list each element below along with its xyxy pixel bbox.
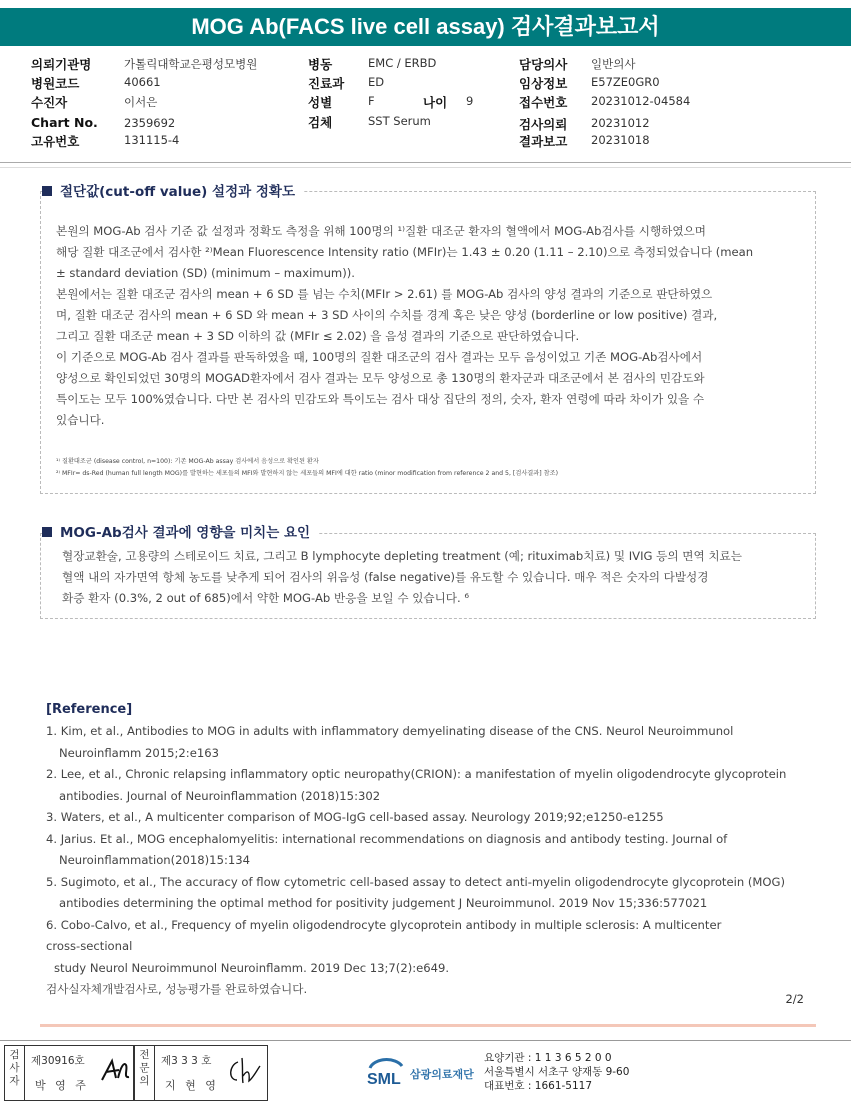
info-value: 40661 — [124, 75, 161, 89]
divider — [0, 167, 851, 168]
reference-text: antibodies determining the optimal method for positivity judgement J Neuroimmunol. 2019 Nov 15;336:577021 — [59, 896, 708, 910]
address-line: 서울특별시 서초구 양재동 9-60 — [484, 1066, 630, 1078]
info-value: 9 — [466, 94, 474, 108]
info-label: 성별 — [308, 95, 333, 110]
info-label: 고유번호 — [31, 134, 80, 149]
report-title: MOG Ab(FACS live cell assay) 검사결과보고서 — [0, 8, 851, 46]
reference-text: antibodies. Journal of Neuroinflammation (2018)15:302 — [59, 788, 381, 803]
signer-name: 박 영 주 — [35, 1079, 89, 1092]
license-number: 제3 3 3 호 — [161, 1055, 212, 1067]
info-label: 임상정보 — [519, 76, 568, 91]
reference-list — [46, 721, 806, 1001]
license-number: 제30916호 — [31, 1055, 85, 1067]
reference-item — [46, 807, 806, 829]
info-value: SST Serum — [368, 114, 431, 128]
reference-title: [Reference] — [46, 702, 133, 717]
footnote: ¹⁾ 질환대조군 (disease control, n=100): 기존 MOG-Ab assay 검사에서 음성으로 확인된 환자 — [56, 458, 319, 465]
text-line: 특이도는 모두 100%였습니다. 다만 본 검사의 민감도와 특이도는 검사 대상 집단의 정의, 숫자, 환자 연령에 따라 차이가 있을 수 — [56, 392, 705, 406]
svg-text:SML: SML — [367, 1071, 401, 1088]
divider — [40, 1024, 816, 1027]
address-line: 대표번호 : 1661-5117 — [484, 1080, 593, 1092]
sml-logo-icon — [366, 1053, 406, 1089]
info-label: 결과보고 — [519, 134, 568, 149]
footer — [0, 1040, 851, 1109]
info-value: 일반의사 — [591, 57, 636, 71]
reference-text: 6. Cobo-Calvo, et al., Frequency of myelin oligodendrocyte glycoprotein antibody in multiple sclerosis: A multicenter — [46, 917, 722, 932]
reference-text: 2. Lee, et al., Chronic relapsing inflammatory optic neuropathy(CRION): a manifestation of myelin oligodendrocyte glycoprotein — [46, 767, 787, 781]
reference-text: cross-sectional — [46, 939, 133, 953]
section-title — [42, 180, 303, 200]
reference-item — [46, 872, 806, 915]
section-title — [42, 521, 318, 541]
info-label: 검체 — [308, 115, 333, 130]
info-value: F — [368, 94, 375, 108]
reference-text: study Neurol Neuroimmunol Neuroinflamm. 2019 Dec 13;7(2):e649. — [54, 960, 450, 975]
info-label: 수진자 — [31, 95, 68, 110]
page-number: 2/2 — [785, 992, 804, 1006]
cutoff-paragraph — [56, 221, 804, 431]
reference-item — [46, 915, 806, 980]
info-label: 병동 — [308, 57, 333, 72]
info-label: 병원코드 — [31, 76, 80, 91]
reference-item — [46, 764, 806, 807]
info-value: 131115-4 — [124, 133, 180, 147]
divider — [0, 162, 851, 163]
text-line: 해당 질환 대조군에서 검사한 ²⁾Mean Fluorescence Intensity ratio (MFIr)는 1.43 ± 0.20 (1.11 – 2.10)으로 측정되었습니다 (mean — [56, 245, 754, 259]
text-line: 본원의 MOG-Ab 검사 기준 값 설정과 정확도 측정을 위해 100명의 ¹⁾질환 대조군 환자의 혈액에서 MOG-Ab검사를 시행하였으며 — [56, 224, 706, 238]
signature-mark-icon — [225, 1056, 263, 1086]
signature-mark-icon — [99, 1056, 131, 1086]
reference-text: Neuroinflamm 2015;2:e163 — [59, 745, 219, 760]
text-line: 화증 환자 (0.3%, 2 out of 685)에서 약한 MOG-Ab 반응을 보일 수 있습니다. ⁶ — [62, 591, 470, 605]
bullet-square-icon — [42, 527, 52, 537]
info-label: 진료과 — [308, 76, 345, 91]
text-line: 혈액 내의 자가면역 항체 농도를 낮추게 되어 검사의 위음성 (false negative)를 유도할 수 있습니다. 매우 적은 숫자의 다발성경 — [62, 570, 709, 584]
technician-signature-box — [4, 1045, 134, 1101]
section-title-text: MOG-Ab검사 결과에 영향을 미치는 요인 — [60, 525, 311, 541]
reference-text: Neuroinflammation(2018)15:134 — [59, 853, 250, 867]
reference-text: 3. Waters, et al., A multicenter comparison of MOG-IgG cell-based assay. Neurology 2019;92;e1250-e1255 — [46, 810, 664, 824]
address-line: 요양기관 : 1 1 3 6 5 2 0 0 — [484, 1052, 612, 1064]
info-label: Chart No. — [31, 115, 98, 130]
info-value: 2359692 — [124, 116, 176, 130]
company-name: 삼광의료재단 — [410, 1068, 474, 1081]
reference-item — [46, 829, 806, 872]
factors-paragraph — [62, 546, 802, 609]
reference-text: 4. Jarius. Et al., MOG encephalomyelitis: international recommendations on diagnosis and antibody testing. Journal of — [46, 831, 728, 846]
info-value: 가톨릭대학교은평성모병원 — [124, 57, 258, 71]
company-address — [484, 1051, 629, 1093]
info-label: 의뢰기관명 — [31, 57, 92, 72]
patient-info — [0, 55, 851, 155]
text-line: 며, 질환 대조군 검사의 mean + 6 SD 와 mean + 3 SD 사이의 수치를 경계 혹은 낮은 양성 (borderline or low positive) 결과, — [56, 308, 718, 322]
text-line: ± standard deviation (SD) (minimum – maximum)). — [56, 266, 355, 280]
signer-role: 전 문 의 — [135, 1046, 155, 1100]
bullet-square-icon — [42, 186, 52, 196]
text-line: 혈장교환술, 고용량의 스테로이드 치료, 그리고 B lymphocyte depleting treatment (예; rituximab치료) 및 IVIG 등의 면역 치료는 — [62, 549, 742, 563]
text-line: 본원에서는 질환 대조군 검사의 mean + 6 SD 를 넘는 수치(MFIr > 2.61) 를 MOG-Ab 검사의 양성 결과의 기준으로 판단하였으 — [56, 287, 713, 301]
footnote: ²⁾ MFIr= ds-Red (human full length MOG)를 발현하는 세포들의 MFI와 발현하지 않는 세포들의 MFI에 대한 ratio (minor modification from reference 2 and 5, [검사결과] 참조) — [56, 470, 558, 477]
physician-signature-box — [134, 1045, 268, 1101]
info-label: 담당의사 — [519, 57, 568, 72]
validation-note: 검사실자체개발검사로, 성능평가를 완료하였습니다. — [46, 982, 308, 996]
signer-name: 지 현 영 — [165, 1079, 219, 1092]
text-line: 그리고 질환 대조군 mean + 3 SD 이하의 값 (MFIr ≤ 2.02) 을 음성 결과의 기준으로 판단하였습니다. — [56, 329, 580, 343]
info-value: ED — [368, 75, 385, 89]
reference-text: 5. Sugimoto, et al., The accuracy of flow cytometric cell-based assay to detect anti-myelin oligodendrocyte glycoprotein (MOG) — [46, 874, 786, 889]
info-label: 접수번호 — [519, 95, 568, 110]
info-label: 나이 — [423, 95, 448, 110]
reference-item — [46, 721, 806, 764]
info-value: EMC / ERBD — [368, 56, 437, 70]
info-value: 이서은 — [124, 95, 158, 109]
info-label: 검사의뢰 — [519, 117, 568, 132]
text-line: 있습니다. — [56, 413, 105, 427]
text-line: 이 기준으로 MOG-Ab 검사 결과를 판독하였을 때, 100명의 질환 대조군의 검사 결과는 모두 음성이었고 기존 MOG-Ab검사에서 — [56, 350, 703, 364]
signer-role: 검 사 자 — [5, 1046, 25, 1100]
info-value: 20231012 — [591, 116, 650, 130]
info-value: 20231012-04584 — [591, 94, 691, 108]
text-line: 양성으로 확인되었던 30명의 MOGAD환자에서 검사 결과는 모두 양성으로 총 130명의 환자군과 대조군에서 본 검사의 민감도와 — [56, 371, 705, 385]
info-value: 20231018 — [591, 133, 650, 147]
reference-text: 1. Kim, et al., Antibodies to MOG in adults with inflammatory demyelinating disease of the CNS. Neurol Neuroimmunol — [46, 724, 734, 738]
section-title-text: 절단값(cut-off value) 설정과 정확도 — [60, 184, 295, 200]
info-value: E57ZE0GR0 — [591, 75, 660, 89]
